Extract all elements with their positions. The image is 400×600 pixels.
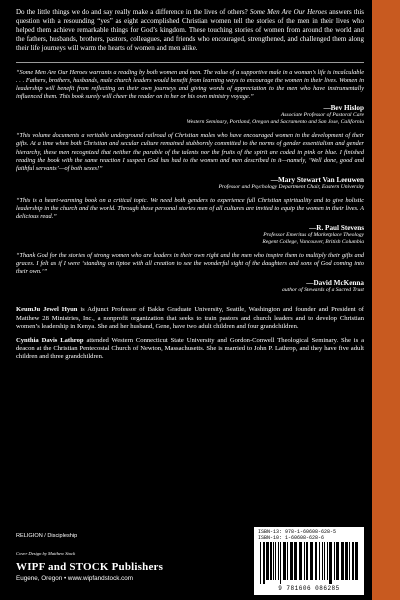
endorsement-attribution xyxy=(16,224,364,246)
endorsement xyxy=(16,252,364,294)
endorsement xyxy=(16,69,364,126)
barcode-bar xyxy=(315,542,317,580)
subject-category: RELIGION / Discipleship xyxy=(16,533,78,539)
barcode-bar xyxy=(260,542,261,584)
divider xyxy=(16,62,364,63)
barcode-bar xyxy=(310,542,313,580)
barcode-bar xyxy=(287,542,288,580)
endorser-title: Professor Emeritus of Marketplace Theology xyxy=(263,232,364,239)
barcode-bar xyxy=(270,542,272,580)
endorsement-quote: “Some Men Are Our Heroes warrants a reading by both women and men. The value of a supportive male in a woman’s life is incalculable . . . Fathers, brothers, husbands, male church leaders would benefit from learning ways to encourage the women in their lives. Women in leadership will benefit from reflecting on their own journeys and giving words of appreciation to the men who have instrumentally influenced them. This book surely will cheer the reader on in her or his own ministry voyage.” xyxy=(16,69,364,101)
author-bio: Cynthia Davis Lathrop attended Western Connecticut State University and Gordon-Conwell Theological Seminary. She is a deacon at the Christian Pentecostal Church of Newton, Massachusetts. She is married to John P. Lathrop, and they have five adult children and three grandchildren. xyxy=(16,336,364,361)
endorser-name: —Mary Stewart Van Leeuwen xyxy=(270,175,364,184)
barcode-bar xyxy=(352,542,354,580)
endorser-title: author of Stewards of a Sacred Trust xyxy=(282,287,364,294)
barcode-bar xyxy=(294,542,297,580)
barcode-bar xyxy=(327,542,328,580)
endorser-name: —Bev Hislop xyxy=(323,104,364,113)
cover-footer xyxy=(16,527,364,597)
endorsement xyxy=(16,132,364,190)
barcode-bar xyxy=(345,542,348,580)
barcode-bar xyxy=(263,542,265,584)
isbn-13: ISBN-13: 978-1-60608-628-5 xyxy=(258,529,337,535)
cover-design-credit: Cover Design by Matthew Stock xyxy=(16,551,76,556)
endorsement-quote: “This is a heart-warming book on a critical topic. We need both genders to experience full Christian spirituality and to give holistic leadership in the church and the world. Through these personal stories men of all cultures are invited to equip the women in their lives. A delicious read.” xyxy=(16,196,364,221)
barcode-bar xyxy=(266,542,269,580)
barcode-bar xyxy=(278,542,279,580)
endorser-title: Associate Professor of Pastoral Care xyxy=(280,112,364,119)
author-name: KeumJu Jewel Hyun xyxy=(16,306,78,314)
endorsement-attribution xyxy=(16,104,364,126)
author-bios xyxy=(16,306,364,361)
barcode-bar xyxy=(349,542,350,580)
barcode-bar xyxy=(273,542,274,580)
barcode-bar xyxy=(299,542,302,580)
isbn-barcode xyxy=(254,527,364,595)
endorser-name: —R. Paul Stevens xyxy=(309,224,364,233)
back-cover-content xyxy=(16,8,364,367)
barcode-bar xyxy=(290,542,293,580)
barcode-number: 9 781606 086285 xyxy=(278,585,340,592)
endorsement-quote: “This volume documents a veritable underground railroad of Christian males who have encouraged women in the development of their gifts. At a time when both Christian and secular culture remained stubbornly committed to the norms of gender essentialism and gender hierarchy, these men recognized that neither the parable of the talents nor the fruits of the spirit are coded in pink or blue. I finished reading the book with the same reaction I suspect God has had to the women and men described in it—namely, ‘Well done, good and faithful servants’—of both sexes!” xyxy=(16,132,364,172)
barcode-bar xyxy=(322,542,323,580)
barcode-bar xyxy=(306,542,308,580)
author-bio: KeumJu Jewel Hyun is Adjunct Professor of Bakke Graduate University, Seattle, Washington and founder and President of Matthew 28 Ministries, Inc., a nonprofit organization that seeks to train pastors and church leaders and to develop Christian women’s leadership in Kenya. She and her husband, Gene, have two adult children and four grandchildren. xyxy=(16,306,364,331)
endorser-affiliation: Regent College, Vancouver, British Columbia xyxy=(262,239,364,246)
barcode-bar xyxy=(280,542,281,584)
barcode-bar xyxy=(336,542,339,580)
barcode-bar xyxy=(329,542,332,584)
barcode-image xyxy=(258,542,360,584)
barcode-bar xyxy=(355,542,358,580)
barcode-bar xyxy=(319,542,320,580)
spine-accent-bar xyxy=(372,0,400,600)
barcode-bar xyxy=(324,542,325,580)
endorsement-quote: “Thank God for the stories of strong women who are leaders in their own right and the men who inspire them to multiply their gifts and graces. I felt as if I were ‘standing on tiptoe with all creation to see the wonderful sight of the daughters and sons of God coming into their own.’” xyxy=(16,252,364,276)
book-description: Do the little things we do and say really make a difference in the lives of others? Some Men Are Our Heroes answers this question with a resounding “yes” as eight accomplished Christian women tell the stories of the men in their lives who helped them achieve remarkable things for God’s kingdom. These touching stories of women from around the world and the fathers, husbands, brothers, pastors, colleagues, and friends who encouraged, strengthened, and challenged them along their life journeys will warm the hearts of women and men alike. xyxy=(16,8,364,52)
endorser-title: Professor and Psychology Department Chair, Eastern University xyxy=(218,183,364,190)
author-name: Cynthia Davis Lathrop xyxy=(16,336,84,344)
barcode-bar xyxy=(341,542,344,580)
endorsement xyxy=(16,197,364,246)
isbn-10: ISBN-10: 1-60608-628-6 xyxy=(258,535,325,541)
barcode-bar xyxy=(275,542,276,580)
endorser-name: —David McKenna xyxy=(306,279,364,288)
barcode-bar xyxy=(283,542,286,580)
endorsement-attribution xyxy=(16,279,364,294)
endorser-affiliation: Western Seminary, Portland, Oregon and Sacramento and San Jose, California xyxy=(186,119,364,126)
barcode-bar xyxy=(334,542,335,580)
publisher-location: Eugene, Oregon • www.wipfandstock.com xyxy=(16,575,134,582)
endorsement-attribution xyxy=(16,176,364,191)
barcode-bar xyxy=(304,542,305,580)
publisher-logo: WIPF and STOCK Publishers xyxy=(16,561,164,573)
